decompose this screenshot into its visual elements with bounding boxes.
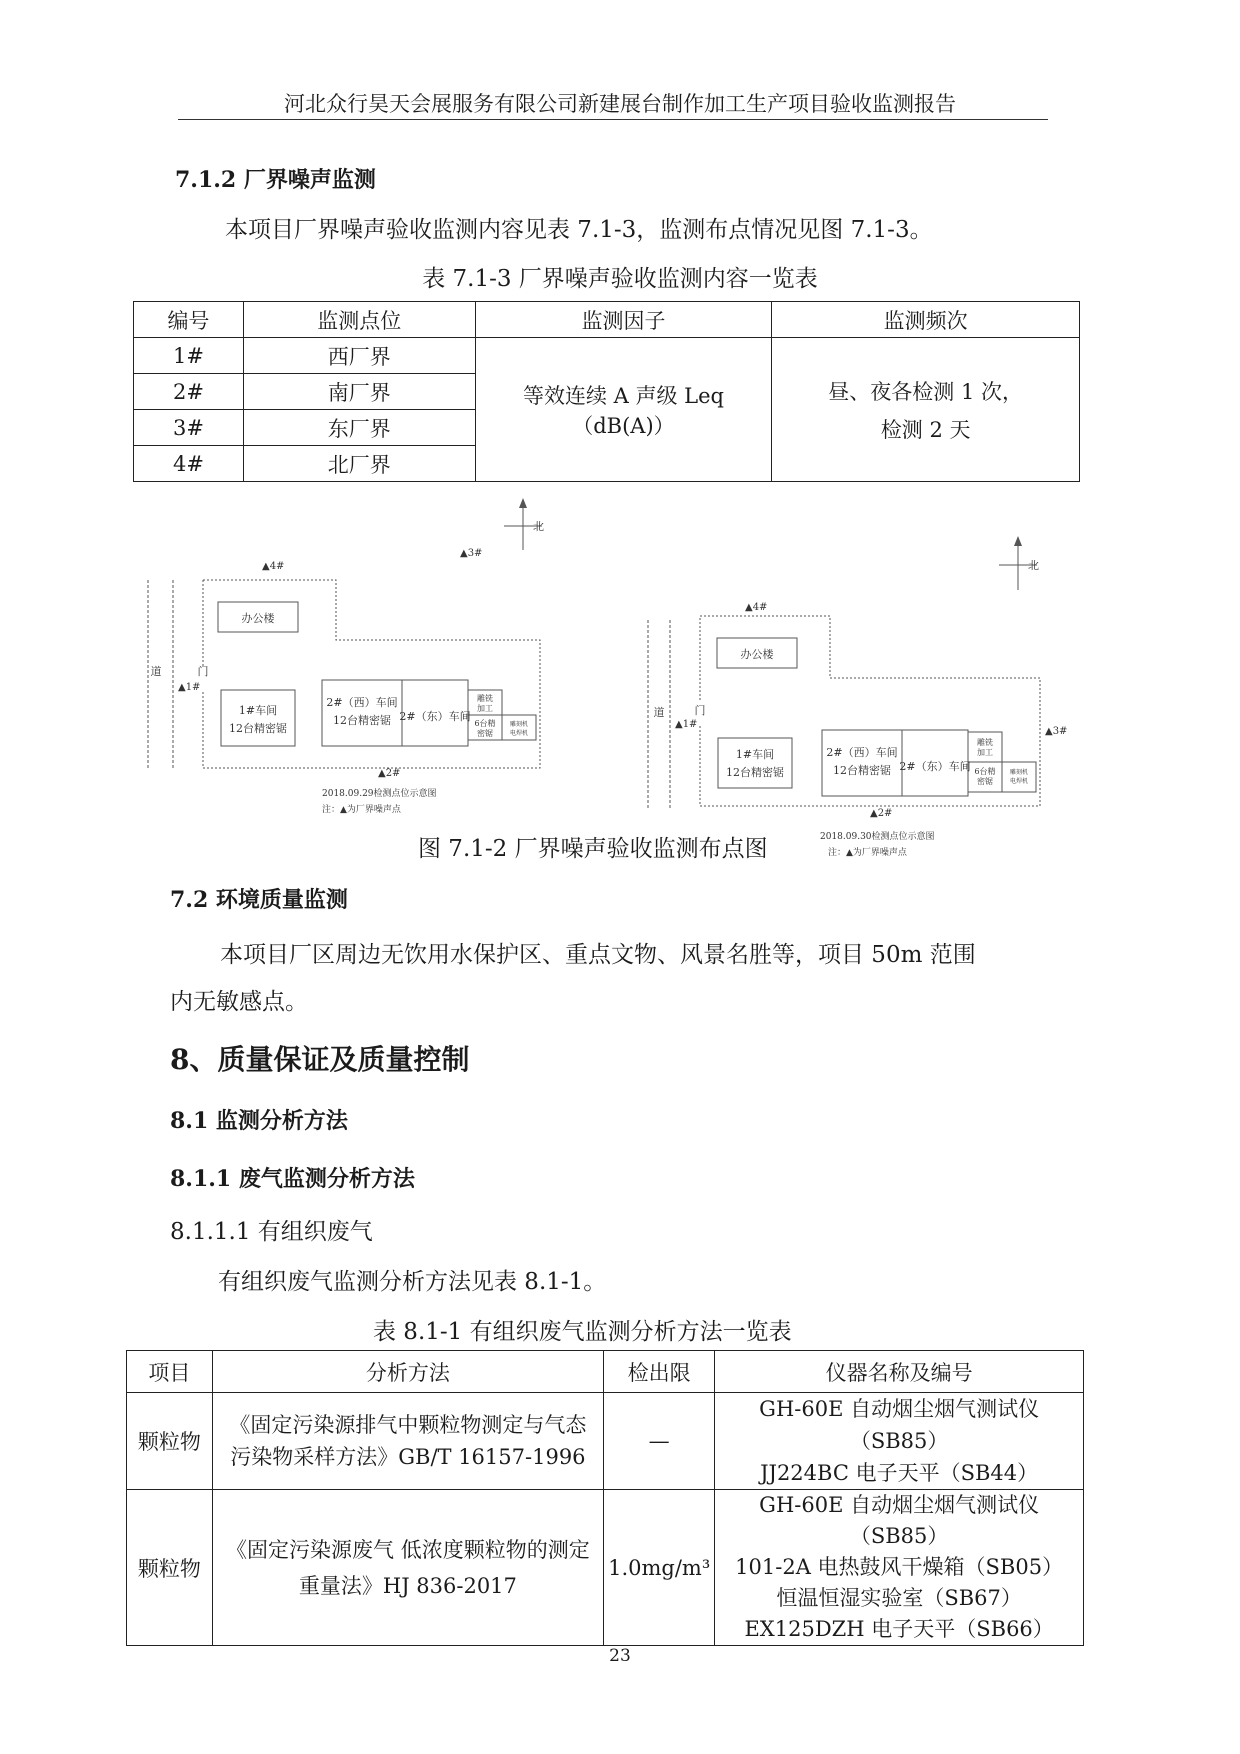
instrument-line: GH-60E 自动烟尘烟气测试仪（SB85） [759, 1493, 1040, 1548]
north-arrow-head-icon [519, 498, 527, 508]
point-location: 南厂界 [243, 374, 475, 410]
section-7-2-paragraph-line-1: 本项目厂区周边无饮用水保护区、重点文物、风景名胜等，项目 50m 范围 [220, 942, 976, 968]
instrument-line: JJ224BC 电子天平（SB44） [760, 1461, 1039, 1485]
workshop-label: 12台精密锯 [833, 764, 891, 777]
room-label: 密锯 [977, 777, 993, 786]
section-8-heading: 8、质量保证及质量控制 [170, 1043, 470, 1076]
workshop-label: 1#车间 [238, 704, 278, 717]
table-8-1-1-caption: 表 8.1-1 有组织废气监测分析方法一览表 [373, 1319, 792, 1345]
section-8-1-1-1-heading: 8.1.1.1 有组织废气 [170, 1219, 373, 1245]
room-label: 雕铣 [477, 694, 493, 703]
item-cell: 颗粒物 [127, 1490, 213, 1646]
room-label: 加工 [977, 748, 993, 757]
workshop-label: 2#（西）车间 [826, 746, 898, 759]
method-line: 污染物采样方法》GB/T 16157-1996 [230, 1445, 586, 1469]
right-site-labels [654, 559, 1068, 858]
monitoring-factor: 等效连续 A 声级 Leq（dB(A)） [475, 338, 772, 482]
header-rule [178, 119, 1048, 120]
instrument-line: 101-2A 电热鼓风干燥箱（SB05） [735, 1555, 1064, 1579]
point-id: 3# [134, 410, 244, 446]
workshop-label: 2#（东）车间 [399, 710, 471, 723]
page-header: 河北众行昊天会展服务有限公司新建展台制作加工生产项目验收监测报告 [284, 92, 956, 116]
room-label: 电焊机 [509, 730, 529, 737]
instrument-line: 恒温恒湿实验室（SB67） [776, 1586, 1022, 1610]
monitoring-layout-figure [0, 490, 1240, 875]
item-cell: 颗粒物 [127, 1393, 213, 1490]
point-location: 北厂界 [243, 446, 475, 482]
noise-point-marker: ▲4# [262, 561, 285, 572]
workshop-1 [718, 738, 792, 788]
table-7-1-3-caption: 表 7.1-3 厂界噪声验收监测内容一览表 [422, 266, 818, 292]
workshop-label: 12台精密锯 [726, 766, 784, 779]
gate-label: 门 [197, 665, 209, 678]
gate-label: 门 [694, 704, 706, 717]
method-line: 《固定污染源废气 低浓度颗粒物的测定 [226, 1537, 590, 1562]
section-8-paragraph: 有组织废气监测分析方法见表 8.1-1。 [218, 1269, 607, 1295]
header-cell: 分析方法 [212, 1351, 603, 1393]
point-location: 东厂界 [243, 410, 475, 446]
room-label: 雕刻机 [509, 721, 529, 728]
header-cell: 编号 [134, 302, 244, 338]
header-cell: 监测频次 [772, 302, 1080, 338]
room-label: 6台精 [974, 767, 996, 776]
point-location: 西厂界 [243, 338, 475, 374]
page-number: 23 [609, 1646, 631, 1666]
header-cell: 项目 [127, 1351, 213, 1393]
figure-date-caption: 2018.09.30检测点位示意图 [820, 832, 935, 842]
header-cell: 检出限 [604, 1351, 715, 1393]
method-cell [212, 1490, 603, 1646]
point-id: 1# [134, 338, 244, 374]
noise-point-marker: ▲1# [675, 719, 698, 730]
figure-date-caption: 2018.09.29检测点位示意图 [322, 789, 437, 799]
instrument-cell [715, 1393, 1084, 1490]
room-label: 密锯 [477, 729, 493, 738]
point-id: 4# [134, 446, 244, 482]
section-7-1-2-paragraph: 本项目厂界噪声验收监测内容见表 7.1-3，监测布点情况见图 7.1-3。 [225, 217, 933, 243]
section-7-2-heading: 7.2 环境质量监测 [170, 887, 348, 913]
monitoring-frequency [772, 338, 1080, 482]
workshop-2-west [822, 730, 902, 796]
room-label: 电焊机 [1009, 778, 1029, 785]
method-table [126, 1350, 1084, 1646]
header-cell: 监测因子 [475, 302, 772, 338]
workshop-label: 12台精密锯 [229, 722, 287, 735]
noise-point-marker: ▲2# [378, 768, 401, 779]
noise-point-marker: ▲3# [1045, 726, 1068, 737]
noise-monitoring-table [133, 301, 1080, 482]
table-row [134, 338, 1080, 374]
noise-point-marker: ▲2# [870, 808, 893, 819]
point-id: 2# [134, 374, 244, 410]
method-line: 《固定污染源排气中颗粒物测定与气态 [229, 1413, 587, 1437]
limit-cell: — [604, 1393, 715, 1490]
room-label: 加工 [477, 704, 493, 713]
road-label: 道 [653, 706, 665, 719]
room-label: 6台精 [474, 719, 496, 728]
header-cell: 监测点位 [243, 302, 475, 338]
table-row [127, 1490, 1084, 1646]
office-label: 办公楼 [241, 612, 275, 625]
figure-caption: 图 7.1-2 厂界噪声验收监测布点图 [418, 836, 768, 862]
left-site-labels [151, 520, 545, 815]
table-header-row [127, 1351, 1084, 1393]
workshop-2-west [322, 680, 402, 746]
north-label: 北 [1028, 559, 1039, 572]
workshop-label: 2#（东）车间 [899, 760, 971, 773]
noise-point-marker: ▲4# [745, 602, 768, 613]
section-7-2-paragraph-line-2: 内无敏感点。 [170, 989, 308, 1015]
noise-point-marker: ▲3# [460, 548, 483, 559]
method-cell [212, 1393, 603, 1490]
section-8-1-1-heading: 8.1.1 废气监测分析方法 [170, 1166, 415, 1192]
instrument-line: EX125DZH 电子天平（SB66） [744, 1617, 1054, 1641]
section-8-1-heading: 8.1 监测分析方法 [170, 1108, 348, 1134]
instrument-line: GH-60E 自动烟尘烟气测试仪（SB85） [759, 1397, 1040, 1453]
table-header-row [134, 302, 1080, 338]
workshop-label: 2#（西）车间 [326, 696, 398, 709]
limit-cell: 1.0mg/m³ [604, 1490, 715, 1646]
north-arrow-head-icon [1014, 536, 1022, 546]
instrument-cell [715, 1490, 1084, 1646]
method-line: 重量法》HJ 836-2017 [298, 1573, 517, 1598]
noise-point-marker: ▲1# [178, 682, 201, 693]
frequency-line-1: 昼、夜各检测 1 次， [828, 379, 1024, 404]
office-label: 办公楼 [740, 648, 774, 661]
section-7-1-2-heading: 7.1.2 厂界噪声监测 [175, 167, 376, 193]
room-label: 雕刻机 [1009, 769, 1029, 776]
figure-note: 注：▲为厂界噪声点 [828, 848, 907, 858]
frequency-line-2: 检测 2 天 [880, 417, 971, 442]
room-label: 雕铣 [977, 738, 993, 747]
workshop-label: 12台精密锯 [333, 714, 391, 727]
workshop-1 [221, 690, 295, 746]
workshop-label: 1#车间 [735, 748, 775, 761]
header-cell: 仪器名称及编号 [715, 1351, 1084, 1393]
north-label: 北 [533, 520, 544, 533]
figure-note: 注：▲为厂界噪声点 [322, 805, 401, 815]
road-label: 道 [150, 665, 162, 678]
table-row [127, 1393, 1084, 1490]
